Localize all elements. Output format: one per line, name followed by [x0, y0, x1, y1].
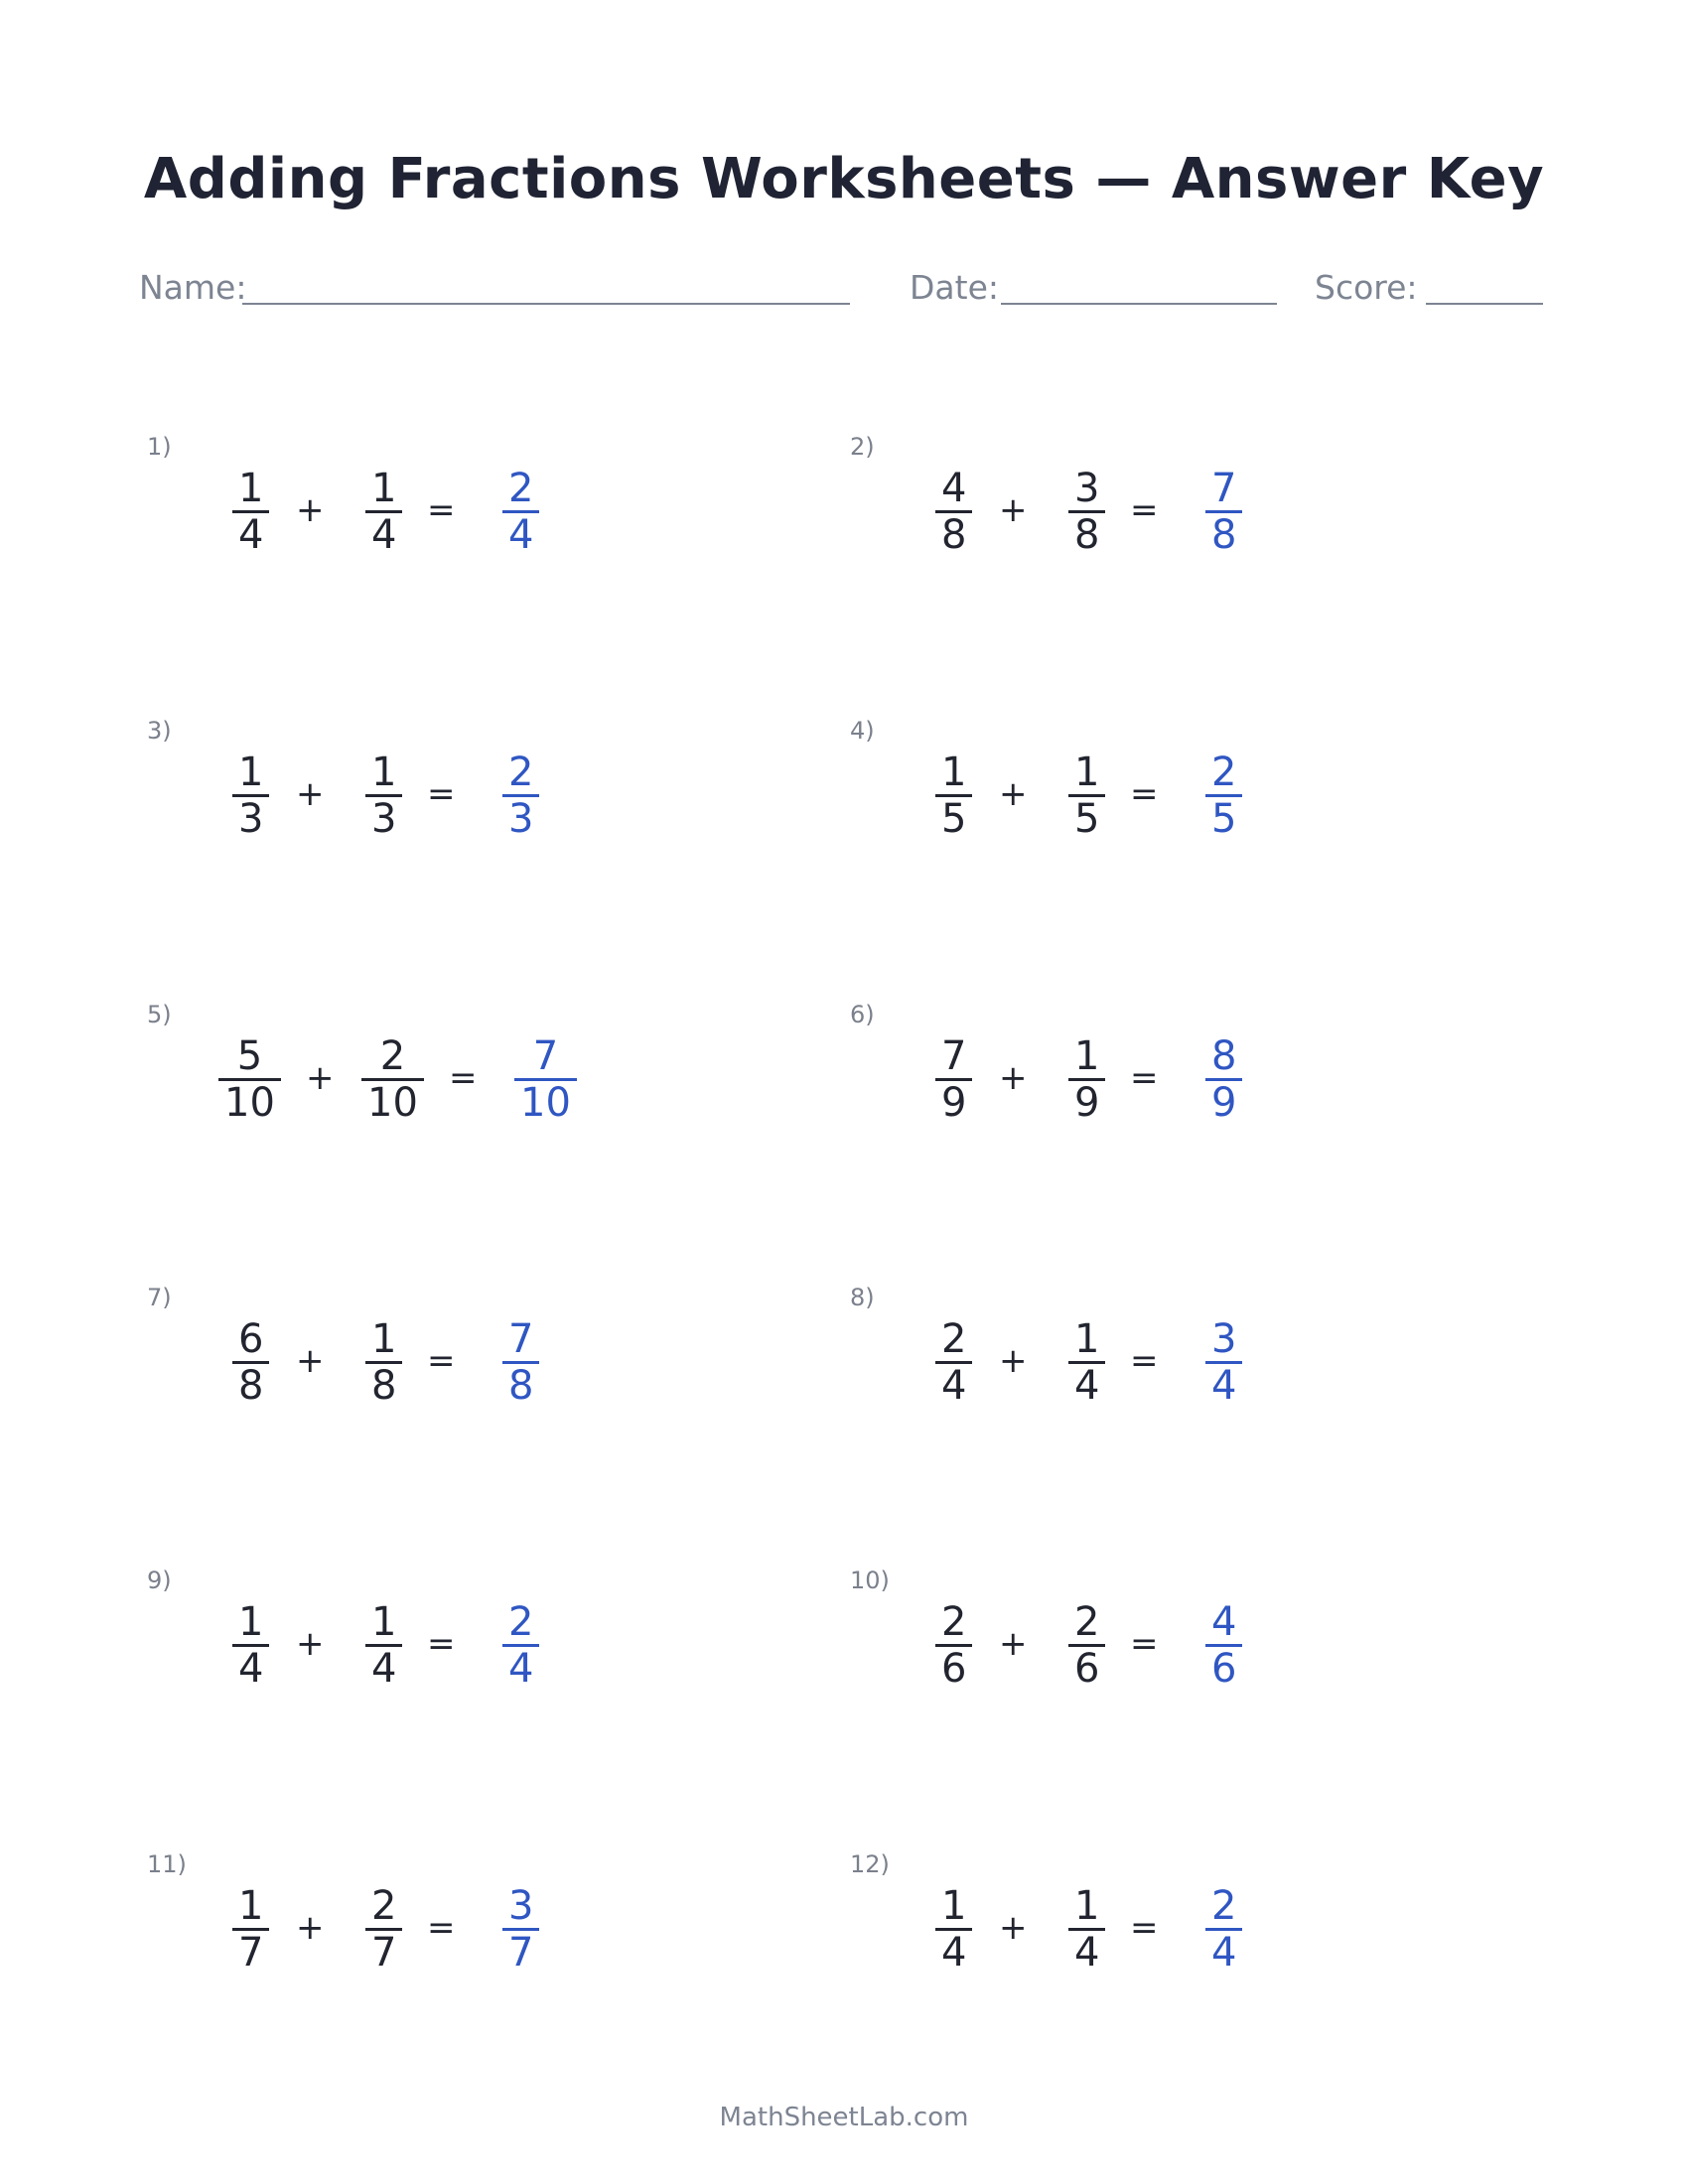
fraction-addend-1-denominator: 10	[218, 1078, 281, 1125]
fraction-addend-2-denominator: 4	[1068, 1928, 1105, 1975]
fraction-addend-1	[935, 1034, 972, 1125]
plus-sign: +	[296, 490, 325, 530]
fraction-addend-2	[1068, 1034, 1105, 1125]
fraction-addend-1-numerator: 1	[941, 750, 967, 795]
fraction-answer-denominator: 8	[1205, 510, 1242, 557]
fraction-answer-denominator: 6	[1205, 1644, 1242, 1691]
fraction-answer	[502, 1884, 539, 1975]
equals-sign: =	[1130, 490, 1159, 530]
date-field[interactable]	[1001, 303, 1277, 305]
fraction-addend-2	[365, 467, 402, 557]
plus-sign: +	[999, 1341, 1028, 1381]
fraction-addend-2-numerator: 1	[1074, 750, 1100, 795]
fraction-answer-numerator: 7	[532, 1033, 559, 1079]
plus-sign: +	[999, 774, 1028, 814]
fraction-answer	[502, 467, 539, 557]
problem-item	[850, 1284, 1446, 1482]
fraction-addend-2-numerator: 1	[371, 750, 397, 795]
fraction-answer-numerator: 8	[1211, 1033, 1237, 1079]
fraction-addend-2	[361, 1034, 424, 1125]
plus-sign: +	[296, 1624, 325, 1664]
problem-number: 4)	[850, 717, 875, 745]
fraction-addend-1	[935, 1884, 972, 1975]
equals-sign: =	[427, 774, 456, 814]
fraction-addend-2-numerator: 1	[1074, 1033, 1100, 1079]
fraction-answer	[1205, 1317, 1242, 1408]
fraction-addend-1-numerator: 4	[941, 466, 967, 511]
fraction-answer-denominator: 4	[1205, 1361, 1242, 1408]
fraction-addend-1-denominator: 5	[935, 794, 972, 841]
fraction-addend-1-denominator: 3	[232, 794, 269, 841]
fraction-addend-2	[1068, 751, 1105, 841]
fraction-addend-2-denominator: 5	[1068, 794, 1105, 841]
fraction-addend-2-numerator: 2	[379, 1033, 406, 1079]
equals-sign: =	[427, 490, 456, 530]
fraction-addend-1-denominator: 7	[232, 1928, 269, 1975]
problem-number: 2)	[850, 433, 875, 461]
footer-site: MathSheetLab.com	[719, 2103, 969, 2132]
plus-sign: +	[999, 490, 1028, 530]
equals-sign: =	[1130, 1058, 1159, 1098]
fraction-addend-2	[365, 751, 402, 841]
fraction-addend-1-numerator: 1	[238, 750, 264, 795]
fraction-answer-numerator: 3	[1211, 1316, 1237, 1362]
fraction-addend-1-numerator: 1	[238, 466, 264, 511]
fraction-addend-1	[232, 1600, 269, 1691]
fraction-addend-1-denominator: 8	[232, 1361, 269, 1408]
fraction-addend-2	[1068, 1317, 1105, 1408]
problem-number: 8)	[850, 1284, 875, 1311]
problem-item	[850, 717, 1446, 915]
fraction-addend-1-numerator: 1	[238, 1883, 264, 1929]
fraction-addend-1-numerator: 6	[238, 1316, 264, 1362]
problem-number: 7)	[147, 1284, 172, 1311]
problem-number: 5)	[147, 1001, 172, 1028]
problem-item	[850, 1850, 1446, 2049]
fraction-answer-numerator: 2	[508, 1599, 534, 1645]
fraction-addend-2-denominator: 4	[365, 510, 402, 557]
name-field[interactable]	[242, 303, 850, 305]
equals-sign: =	[427, 1624, 456, 1664]
fraction-addend-2	[1068, 1600, 1105, 1691]
fraction-addend-1-denominator: 9	[935, 1078, 972, 1125]
fraction-addend-2	[365, 1317, 402, 1408]
fraction-addend-1-denominator: 4	[935, 1928, 972, 1975]
fraction-answer-denominator: 4	[502, 510, 539, 557]
problem-number: 11)	[147, 1850, 187, 1878]
fraction-addend-1-denominator: 6	[935, 1644, 972, 1691]
fraction-addend-1	[232, 1884, 269, 1975]
fraction-answer-denominator: 4	[502, 1644, 539, 1691]
plus-sign: +	[999, 1908, 1028, 1948]
fraction-addend-2-denominator: 4	[1068, 1361, 1105, 1408]
score-label: Score:	[1315, 268, 1418, 307]
fraction-addend-2	[365, 1884, 402, 1975]
problem-item	[147, 433, 743, 631]
equals-sign: =	[1130, 1908, 1159, 1948]
fraction-answer	[502, 1317, 539, 1408]
fraction-answer	[502, 751, 539, 841]
fraction-addend-2-numerator: 3	[1074, 466, 1100, 511]
problem-item	[850, 433, 1446, 631]
fraction-addend-2-denominator: 8	[1068, 510, 1105, 557]
fraction-answer-numerator: 3	[508, 1883, 534, 1929]
fraction-answer	[1205, 1884, 1242, 1975]
fraction-answer-denominator: 3	[502, 794, 539, 841]
plus-sign: +	[296, 1908, 325, 1948]
fraction-answer	[1205, 467, 1242, 557]
fraction-answer-denominator: 7	[502, 1928, 539, 1975]
fraction-addend-2-numerator: 1	[371, 1599, 397, 1645]
plus-sign: +	[999, 1624, 1028, 1664]
fraction-addend-1	[232, 751, 269, 841]
problem-item	[147, 717, 743, 915]
fraction-answer-denominator: 4	[1205, 1928, 1242, 1975]
fraction-answer-numerator: 4	[1211, 1599, 1237, 1645]
fraction-addend-1	[935, 1317, 972, 1408]
fraction-addend-1-denominator: 4	[232, 1644, 269, 1691]
problem-item	[850, 1001, 1446, 1199]
fraction-addend-2-numerator: 2	[371, 1883, 397, 1929]
equals-sign: =	[427, 1341, 456, 1381]
fraction-addend-2-denominator: 10	[361, 1078, 424, 1125]
problem-number: 3)	[147, 717, 172, 745]
fraction-answer	[1205, 1034, 1242, 1125]
problem-number: 10)	[850, 1567, 890, 1594]
fraction-answer	[502, 1600, 539, 1691]
plus-sign: +	[306, 1058, 335, 1098]
problem-number: 6)	[850, 1001, 875, 1028]
problem-number: 9)	[147, 1567, 172, 1594]
problem-item	[850, 1567, 1446, 1765]
fraction-addend-1-numerator: 1	[238, 1599, 264, 1645]
fraction-addend-2-denominator: 3	[365, 794, 402, 841]
date-label: Date:	[910, 268, 999, 307]
plus-sign: +	[296, 774, 325, 814]
fraction-addend-2-numerator: 1	[1074, 1883, 1100, 1929]
fraction-answer-numerator: 2	[508, 466, 534, 511]
fraction-addend-1-denominator: 8	[935, 510, 972, 557]
fraction-answer-numerator: 2	[1211, 750, 1237, 795]
fraction-answer-denominator: 10	[514, 1078, 577, 1125]
fraction-addend-1	[935, 751, 972, 841]
equals-sign: =	[427, 1908, 456, 1948]
page-title: Adding Fractions Worksheets — Answer Key	[143, 147, 1545, 211]
fraction-answer-numerator: 7	[508, 1316, 534, 1362]
fraction-answer-denominator: 9	[1205, 1078, 1242, 1125]
problem-item	[147, 1001, 743, 1199]
fraction-answer-numerator: 2	[508, 750, 534, 795]
fraction-answer	[1205, 751, 1242, 841]
equals-sign: =	[1130, 774, 1159, 814]
fraction-addend-1-numerator: 5	[236, 1033, 263, 1079]
fraction-answer-denominator: 8	[502, 1361, 539, 1408]
fraction-addend-2-numerator: 1	[1074, 1316, 1100, 1362]
problem-number: 12)	[850, 1850, 890, 1878]
equals-sign: =	[1130, 1624, 1159, 1664]
fraction-addend-2-denominator: 6	[1068, 1644, 1105, 1691]
fraction-answer-numerator: 7	[1211, 466, 1237, 511]
fraction-addend-1	[232, 467, 269, 557]
equals-sign: =	[449, 1058, 478, 1098]
fraction-addend-1-numerator: 2	[941, 1316, 967, 1362]
problem-item	[147, 1284, 743, 1482]
problem-number: 1)	[147, 433, 172, 461]
fraction-addend-1	[935, 1600, 972, 1691]
fraction-addend-2-numerator: 1	[371, 1316, 397, 1362]
fraction-addend-2-denominator: 9	[1068, 1078, 1105, 1125]
fraction-addend-2-numerator: 2	[1074, 1599, 1100, 1645]
fraction-answer-denominator: 5	[1205, 794, 1242, 841]
fraction-addend-2-numerator: 1	[371, 466, 397, 511]
problem-item	[147, 1567, 743, 1765]
plus-sign: +	[296, 1341, 325, 1381]
fraction-addend-1-numerator: 7	[941, 1033, 967, 1079]
fraction-addend-1-numerator: 1	[941, 1883, 967, 1929]
fraction-addend-1	[935, 467, 972, 557]
fraction-addend-2-denominator: 8	[365, 1361, 402, 1408]
fraction-answer-numerator: 2	[1211, 1883, 1237, 1929]
plus-sign: +	[999, 1058, 1028, 1098]
fraction-addend-2	[1068, 467, 1105, 557]
problem-item	[147, 1850, 743, 2049]
score-field[interactable]	[1426, 303, 1543, 305]
equals-sign: =	[1130, 1341, 1159, 1381]
fraction-addend-1	[232, 1317, 269, 1408]
fraction-answer	[514, 1034, 577, 1125]
fraction-addend-2-denominator: 4	[365, 1644, 402, 1691]
fraction-addend-1-numerator: 2	[941, 1599, 967, 1645]
fraction-addend-2	[1068, 1884, 1105, 1975]
fraction-answer	[1205, 1600, 1242, 1691]
name-label: Name:	[139, 268, 247, 307]
fraction-addend-2-denominator: 7	[365, 1928, 402, 1975]
fraction-addend-1-denominator: 4	[935, 1361, 972, 1408]
fraction-addend-1	[218, 1034, 281, 1125]
fraction-addend-2	[365, 1600, 402, 1691]
fraction-addend-1-denominator: 4	[232, 510, 269, 557]
